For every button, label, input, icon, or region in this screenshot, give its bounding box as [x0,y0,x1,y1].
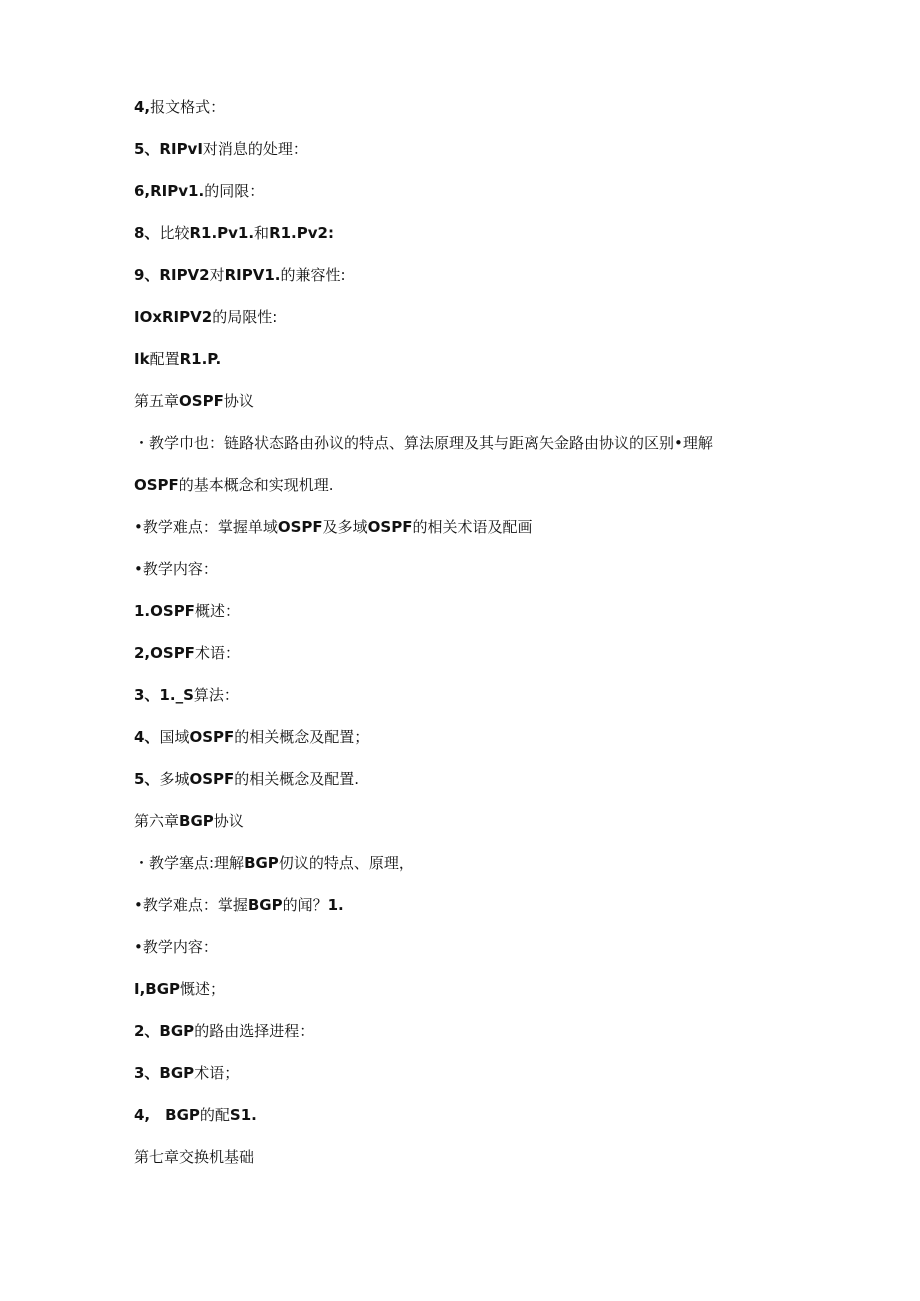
text-line [134,97,225,117]
text-segment: R1.Pv2: [269,224,334,242]
text-segment: 和 [254,224,270,242]
text-segment: 的基本概念和实现机理. [178,476,334,494]
text-segment: 配置 [149,350,180,368]
text-line [134,601,240,621]
text-segment: 6,RIPv1. [134,182,205,200]
text-line [134,769,359,789]
text-segment: 的路由选择进程： [194,1022,315,1040]
text-line [134,811,244,831]
text-line [134,475,334,495]
text-segment: 第六章 [134,812,180,830]
text-segment: OSPF [189,728,235,746]
text-segment: 的相关术语及配画 [412,518,533,536]
text-segment: 慨述； [180,980,226,998]
text-segment: 多城 [159,770,190,788]
text-segment: OSPF [189,770,235,788]
text-segment: OSPF [134,476,179,494]
text-line [134,727,369,747]
text-segment: 8、 [134,224,160,242]
text-line [134,349,221,369]
text-segment: 比较 [159,224,190,242]
text-segment: 及多域 [322,518,368,536]
text-line [134,1063,239,1083]
text-segment: S1. [229,1106,257,1124]
text-segment: •教学内容： [134,560,218,578]
text-line [134,1105,257,1125]
text-segment: 的相关概念及配置； [234,728,370,746]
text-segment: RIPV1. [224,266,281,284]
text-segment: 的局限性: [212,308,278,326]
text-segment: IOxRIPV2 [134,308,213,326]
text-segment: BGP [247,896,283,914]
text-segment: 国域 [159,728,190,746]
text-segment: 5、RIPvI [134,140,203,158]
text-segment: 2、BGP [134,1022,195,1040]
text-segment: 的闻？ [282,896,328,914]
text-segment: 第五章 [134,392,180,410]
text-segment: Ik [134,350,150,368]
text-line [134,433,713,453]
text-segment: R1.P. [179,350,222,368]
text-segment: OSPF [277,518,323,536]
text-segment: 对 [209,266,225,284]
text-line [134,181,264,201]
text-segment: R1.Pv1. [189,224,255,242]
text-line [134,643,240,663]
text-segment: 算法： [193,686,239,704]
text-segment: 4、 [134,728,160,746]
text-segment: 4, BGP [134,1106,200,1124]
text-line [134,391,254,411]
text-segment: 4, [134,98,151,116]
text-segment: 对消息的处理： [202,140,308,158]
text-segment: 3、BGP [134,1064,195,1082]
text-segment: 概述： [194,602,240,620]
text-line [134,937,218,957]
text-segment: ・教学塞点:理解 [134,854,245,872]
text-segment: 的相关概念及配置. [234,770,360,788]
text-segment: BGP [244,854,279,872]
text-segment: BGP [179,812,214,830]
text-segment: 仞议的特点、原理， [278,854,414,872]
text-line [134,559,218,579]
text-segment: 1. [327,896,344,914]
text-segment: 1.OSPF [134,602,195,620]
text-segment: 协议 [213,812,244,830]
text-segment: OSPF [367,518,413,536]
text-line [134,265,346,285]
text-segment: •教学难点：掌握单域 [134,518,278,536]
text-segment: 的同限： [204,182,265,200]
text-segment: 第七章交换机基础 [134,1148,255,1166]
text-segment: 3、1._S [134,686,194,704]
text-segment: 的配 [199,1106,230,1124]
text-line [134,1021,314,1041]
text-segment: 协议 [223,392,254,410]
text-line [134,895,344,915]
text-line [134,139,308,159]
text-segment: 5、 [134,770,160,788]
text-line [134,1147,254,1167]
text-line [134,307,277,327]
text-line [134,979,225,999]
text-segment: I,BGP [134,980,181,998]
text-segment: 术语： [194,644,240,662]
text-segment: 术语； [194,1064,240,1082]
text-segment: •教学内容： [134,938,218,956]
text-line [134,853,414,873]
text-line [134,685,239,705]
text-segment: •教学难点：掌握 [134,896,248,914]
text-segment: 9、RIPV2 [134,266,210,284]
text-segment: 的兼容性: [280,266,346,284]
text-line [134,517,532,537]
text-segment: 2,OSPF [134,644,195,662]
text-segment: ・教学巾也：链路状态路由孙议的特点、算法原理及其与距离矢金路由协议的区别•理解 [134,434,713,452]
text-segment: OSPF [179,392,224,410]
text-segment: 报文格式： [150,98,226,116]
text-line [134,223,334,243]
